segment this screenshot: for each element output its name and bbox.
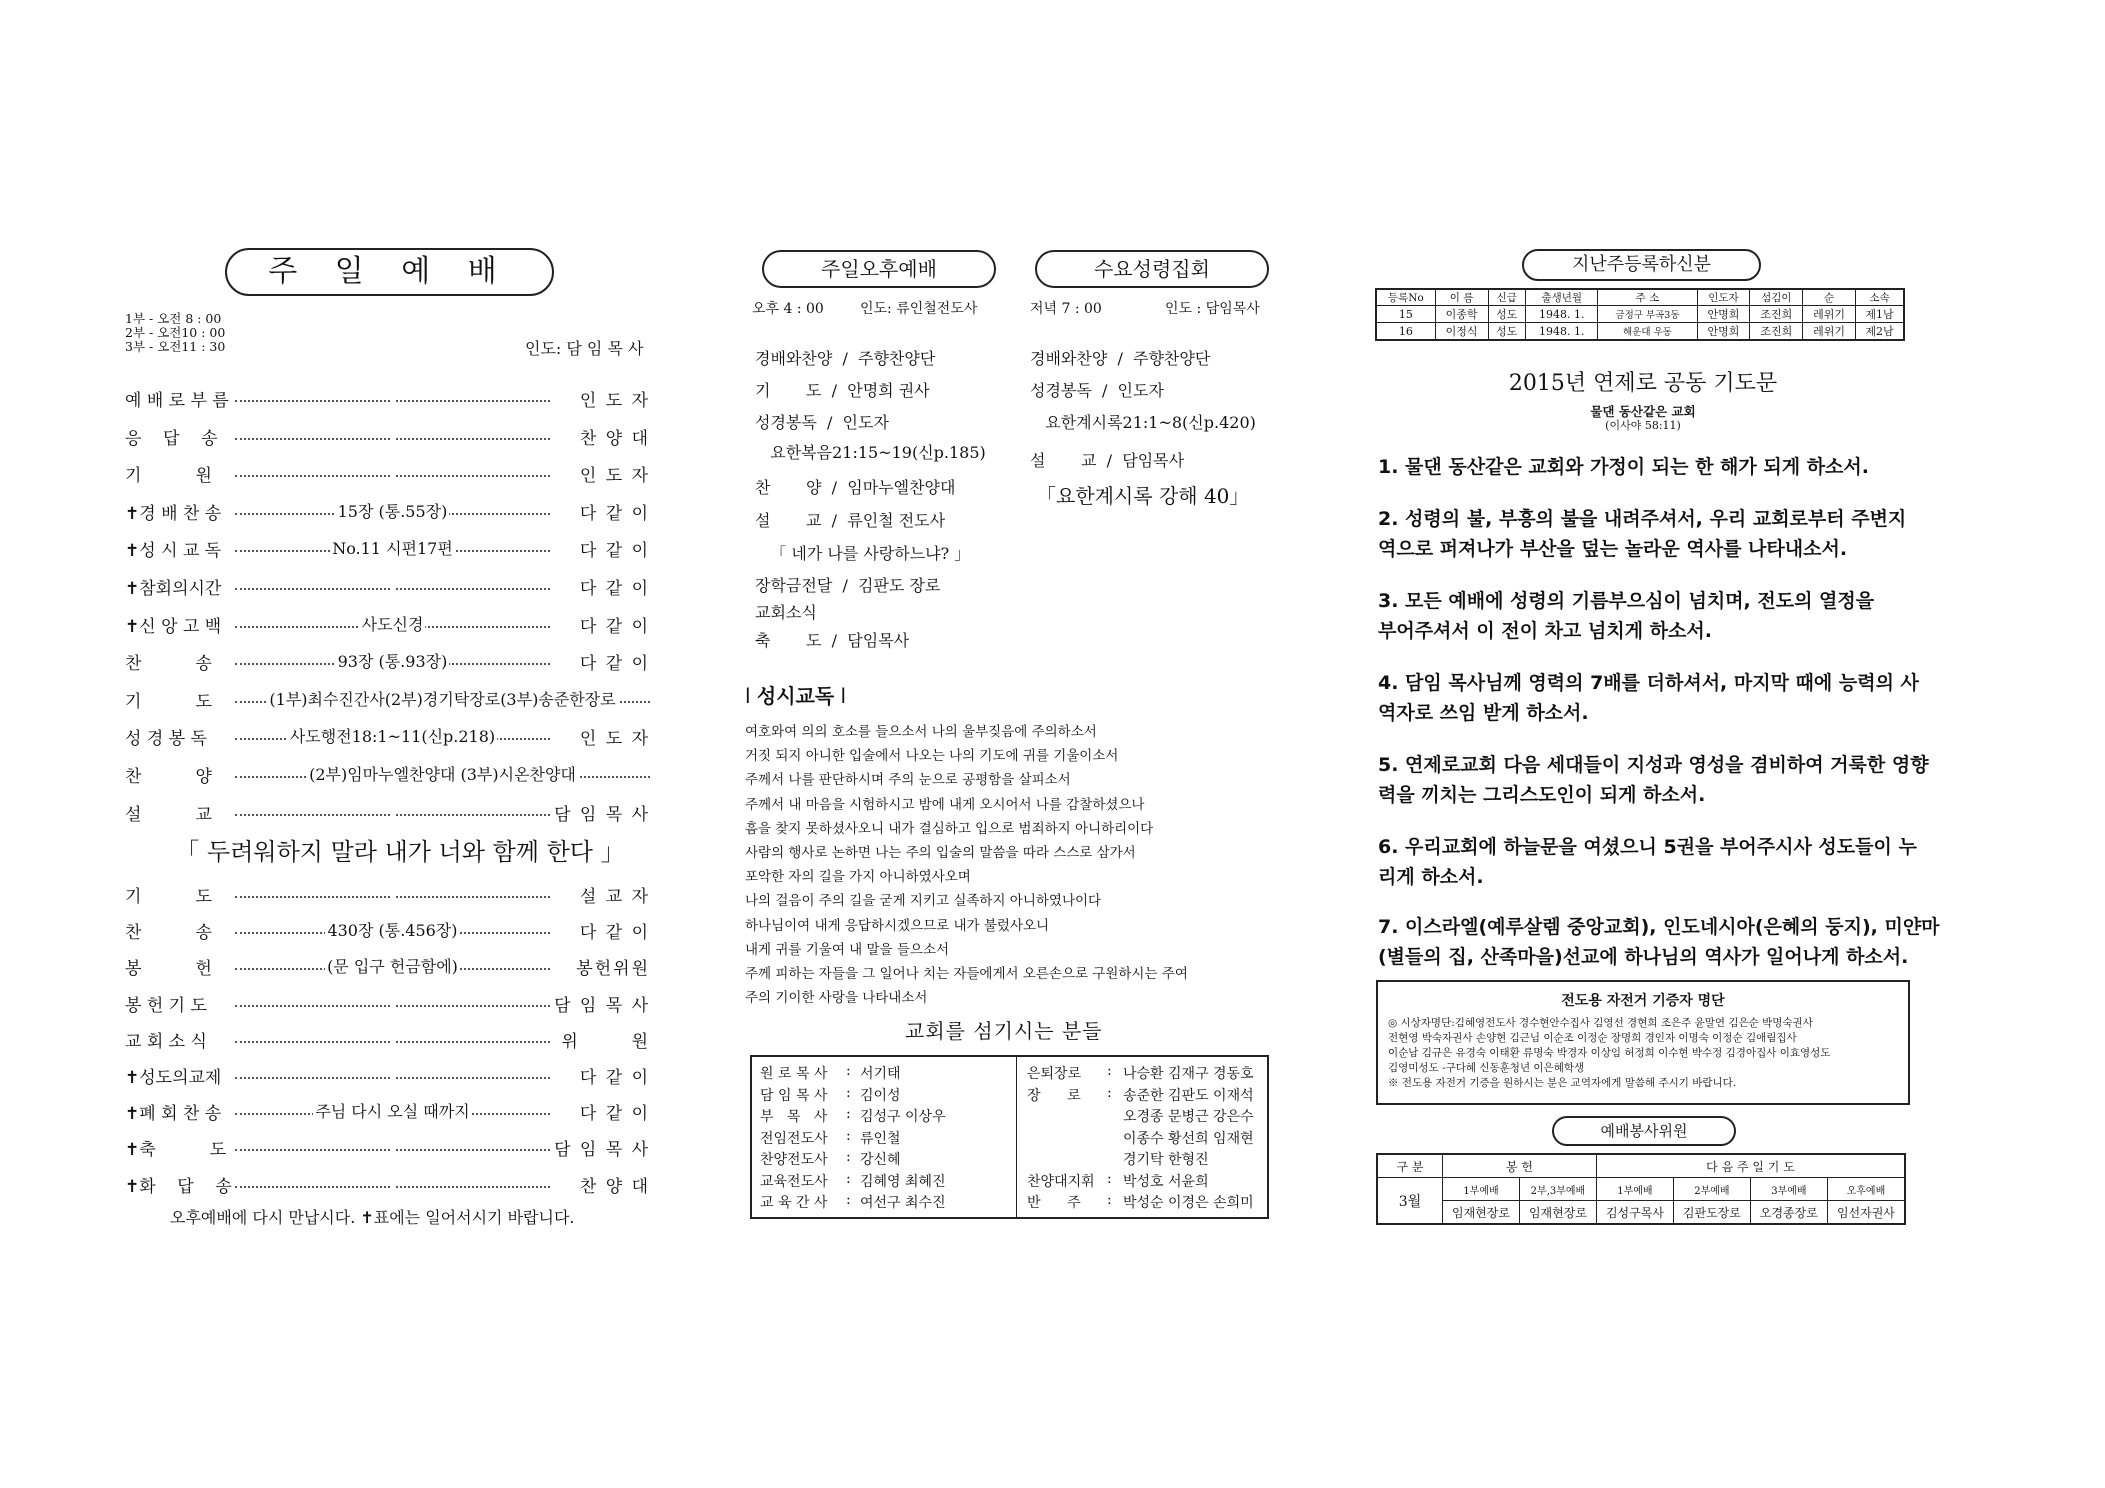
committee-month: 3월 — [1377, 1178, 1443, 1225]
worship-item-detail-line — [235, 991, 550, 1017]
worship-item-role: 인 도 자 — [579, 391, 650, 411]
time-1: 1부 - 오전 8 : 00 — [125, 311, 222, 326]
registration-cell: 16 — [1376, 323, 1435, 341]
worship-item-detail: (2부)임마누엘찬양대 (3부)시온찬양대 — [309, 765, 576, 784]
worship-item-detail-line — [235, 1027, 550, 1053]
worship-item-role: 다 같 이 — [579, 1068, 650, 1088]
worship-item-label: ✝축 도 — [125, 1140, 227, 1161]
psalm-line: 나의 걸음이 주의 길을 굳게 지키고 실족하지 아니하였나이다 — [745, 893, 1102, 910]
servant-colon: : — [846, 1149, 851, 1165]
committee-name: 임재현장로 — [1443, 1201, 1520, 1225]
bicycle-box — [1376, 980, 1910, 1105]
prayer-line: (별들의 집, 산족마을)선교에 하나님의 역사가 일어나게 하소서. — [1378, 946, 1909, 968]
worship-item — [125, 687, 650, 713]
psalm-heading-text: 성시교독 — [756, 684, 835, 708]
registration-cell: 이종학 — [1435, 306, 1488, 323]
servant-names: 김혜영 최혜진 — [860, 1173, 946, 1190]
worship-item-role: 다 같 이 — [579, 541, 650, 562]
worship-item-detail: 430장 (통.456장) — [327, 921, 458, 941]
worship-item — [125, 724, 650, 750]
afternoon-line: 축 도 / 담임목사 — [755, 631, 910, 650]
afternoon-line: 찬 양 / 임마누엘찬양대 — [755, 478, 956, 497]
registration-header: 등록No — [1376, 289, 1435, 306]
worship-item-label: ✝경 배 찬 송 — [125, 503, 222, 524]
servant-names: 경기탁 한형진 — [1123, 1152, 1209, 1168]
registration-header: 신급 — [1488, 289, 1526, 306]
servant-colon: : — [846, 1170, 851, 1187]
psalm-heading: l 성시교독 l — [745, 684, 847, 708]
worship-item-detail — [391, 991, 395, 1010]
servant-colon: : — [1107, 1063, 1112, 1079]
worship-item-label: ✝폐 회 찬 송 — [125, 1104, 222, 1125]
worship-item-detail-line — [235, 1135, 550, 1161]
servant-role: 담 임 목 사 — [760, 1087, 828, 1104]
worship-item-detail-line — [235, 1099, 550, 1125]
worship-item-role: 인 도 자 — [579, 466, 650, 487]
servant-names: 송준한 김판도 이재석 — [1123, 1087, 1254, 1104]
worship-item-role: 다 같 이 — [579, 616, 650, 637]
time-3: 3부 - 오전11 : 30 — [125, 339, 226, 354]
sermon-title: 「 두려워하지 말라 내가 너와 함께 한다 」 — [175, 838, 625, 866]
afternoon-line: 「 네가 나를 사랑하느냐? 」 — [755, 544, 971, 563]
registration-header: 섬김이 — [1750, 289, 1803, 306]
left-footer: 오후예배에 다시 만납시다. ✝표에는 일어서시기 바랍니다. — [170, 1208, 575, 1227]
worship-item-label: 예 배 로 부 름 — [125, 391, 229, 411]
worship-item-role: 담 임 목 사 — [554, 995, 650, 1016]
worship-item-detail-line — [235, 386, 550, 412]
registration-cell: 15 — [1376, 306, 1435, 323]
worship-item — [125, 424, 650, 450]
worship-item-detail-line — [235, 762, 650, 788]
psalm-line: 여호와여 의의 호소를 들으소서 나의 울부짖음에 주의하소서 — [745, 724, 1097, 740]
worship-item-detail-line — [235, 499, 550, 525]
committee-name: 김성구목사 — [1596, 1201, 1673, 1225]
committee-sub: 1부예배 — [1443, 1178, 1520, 1201]
servant-names: 서기태 — [860, 1066, 901, 1082]
committee-col-division: 구 분 — [1377, 1154, 1443, 1178]
servant-colon: : — [846, 1127, 851, 1144]
worship-item-label: ✝화 답 송 — [125, 1176, 232, 1197]
afternoon-line: 경배와찬양 / 주향찬양단 — [755, 349, 936, 368]
wednesday-line: 설 교 / 담임목사 — [1030, 451, 1185, 470]
registration-header: 순 — [1803, 289, 1856, 306]
servant-role: 교육전도사 — [760, 1173, 828, 1190]
worship-item — [125, 1172, 650, 1198]
worship-item-label: 찬 송 — [125, 654, 212, 675]
prayer-title: 2015년 연제로 공동 기도문 — [1508, 371, 1778, 396]
worship-item — [125, 574, 650, 600]
wednesday-leader: 인도 : 담임목사 — [1165, 301, 1260, 317]
worship-item-detail-line — [235, 954, 550, 980]
worship-item-detail-line — [235, 574, 550, 600]
servant-colon: : — [1107, 1170, 1112, 1187]
wednesday-title: 수요성령집회 — [1035, 250, 1269, 288]
table-row — [1376, 323, 1904, 341]
worship-item — [125, 1135, 650, 1161]
psalm-line: 거짓 되지 아니한 입술에서 나오는 나의 기도에 귀를 기울이소서 — [745, 748, 1119, 765]
worship-item-detail — [391, 800, 395, 819]
worship-item-label: 성 경 봉 독 — [125, 729, 207, 750]
prayer-line: 력을 끼치는 그리스도인이 되게 하소서. — [1378, 784, 1706, 806]
bicycle-line: ※ 전도용 자전거 기증을 원하시는 분은 교역자에게 말씀해 주시기 바랍니다. — [1388, 1077, 1737, 1089]
worship-item-detail-line — [235, 800, 550, 826]
registration-cell: 레위기 — [1803, 306, 1856, 323]
worship-item-role: 다 같 이 — [579, 503, 650, 524]
worship-item-label: ✝성 시 교 독 — [125, 541, 222, 562]
servant-colon: : — [1107, 1084, 1112, 1101]
bicycle-line: ◎ 시상자명단:김혜영전도사 경수현안수집사 김영선 경현희 조은주 윤말연 김은순 박명숙권사 — [1388, 1017, 1813, 1029]
servant-colon: : — [1107, 1192, 1112, 1208]
prayer-line: 3. 모든 예배에 성령의 기름부으심이 넘치며, 전도의 열정을 — [1378, 590, 1875, 612]
servant-colon: : — [846, 1106, 851, 1122]
worship-item-detail-line — [235, 612, 550, 638]
worship-item-label: 찬 양 — [125, 767, 212, 787]
worship-item — [125, 762, 650, 788]
time-2: 2부 - 오전10 : 00 — [125, 325, 226, 340]
worship-item-label: 기 도 — [125, 691, 212, 712]
registration-cell: 성도 — [1488, 306, 1526, 323]
servant-names: 여선구 최수진 — [860, 1195, 946, 1211]
worship-item-role: 다 같 이 — [579, 1104, 650, 1125]
worship-title: 주 일 예 배 — [225, 248, 554, 296]
worship-item — [125, 882, 650, 908]
worship-item-role: 찬 양 대 — [579, 1176, 650, 1197]
worship-item-detail-line — [235, 649, 550, 675]
psalm-line: 주께서 나를 판단하시며 주의 눈으로 공평함을 살피소서 — [745, 772, 1071, 789]
committee-name: 김판도장로 — [1673, 1201, 1750, 1225]
worship-item-label: 응 답 송 — [125, 428, 218, 449]
servant-role: 교 육 간 사 — [760, 1195, 828, 1211]
worship-item-detail — [391, 386, 395, 405]
committee-sub: 2부예배 — [1673, 1178, 1750, 1201]
worship-item-detail: 15장 (통.55장) — [337, 501, 448, 521]
worship-item-label: ✝성도의교제 — [125, 1068, 222, 1088]
servant-names: 이종수 황선희 임재현 — [1123, 1130, 1254, 1147]
servant-names: 김이성 — [860, 1087, 901, 1104]
worship-item-role: 위 원 — [561, 1031, 650, 1052]
worship-item — [125, 954, 650, 980]
committee-col-prayer: 다 음 주 일 기 도 — [1596, 1154, 1905, 1178]
bicycle-donors — [1378, 1016, 1908, 1091]
servant-role: 부 목 사 — [760, 1109, 828, 1125]
worship-item — [125, 536, 650, 562]
prayer-line: 리게 하소서. — [1378, 866, 1484, 888]
wednesday-line: 요한계시록21:1~8(신p.420) — [1030, 413, 1256, 432]
committee-sub: 2부,3부예배 — [1519, 1178, 1596, 1201]
servant-role: 반 주 — [1027, 1195, 1081, 1211]
afternoon-title: 주일오후예배 — [762, 250, 996, 288]
worship-item-label: ✝신 앙 고 백 — [125, 616, 222, 637]
prayer-line: 부어주셔서 이 전이 차고 넘치게 하소서. — [1378, 620, 1712, 642]
registration-header: 출생년월 — [1526, 289, 1598, 306]
worship-item-detail: 사도신경 — [361, 614, 424, 634]
afternoon-line: 교회소식 — [755, 603, 817, 622]
registration-cell: 조진희 — [1750, 306, 1803, 323]
worship-item-detail-line — [235, 918, 550, 944]
registration-cell: 안명희 — [1697, 323, 1750, 341]
worship-item-label: 기 원 — [125, 466, 212, 487]
worship-item — [125, 649, 650, 675]
servant-role: 찬양대지휘 — [1027, 1173, 1095, 1190]
afternoon-line: 성경봉독 / 인도자 — [755, 413, 889, 432]
bicycle-line: 이순남 김규은 유경숙 이태환 류명숙 박경자 이상임 허정희 이수현 박수정 김경아집사 이효영성도 — [1388, 1047, 1831, 1059]
worship-item-role: 설 교 자 — [579, 887, 650, 907]
registration-cell: 성도 — [1488, 323, 1526, 341]
afternoon-line: 기 도 / 안명희 권사 — [755, 381, 930, 400]
worship-item-role: 담 임 목 사 — [554, 1140, 650, 1161]
worship-item-label: 봉 헌 — [125, 959, 212, 980]
worship-item-detail: 사도행전18:1~11(신p.218) — [289, 727, 496, 747]
registration-header: 주 소 — [1598, 289, 1697, 306]
worship-item-label: 봉 헌 기 도 — [125, 995, 207, 1016]
worship-item-detail-line — [235, 687, 650, 713]
worship-item-detail-line — [235, 724, 550, 750]
registration-cell: 제2남 — [1856, 323, 1904, 341]
registration-cell: 1948. 1. — [1526, 306, 1598, 323]
worship-item-label: 설 교 — [125, 804, 212, 825]
worship-item — [125, 461, 650, 487]
worship-item-label: 교 회 소 식 — [125, 1031, 207, 1052]
servant-names: 류인철 — [860, 1130, 901, 1147]
servant-colon: : — [846, 1084, 851, 1101]
psalm-line: 주께서 내 마음을 시험하시고 밤에 내게 오시어서 나를 감찰하셨으나 — [745, 796, 1145, 813]
servant-role: 찬양전도사 — [760, 1152, 828, 1168]
worship-item-detail — [391, 882, 395, 901]
committee-name: 임선자권사 — [1827, 1201, 1905, 1225]
servants-title: 교회를 섬기시는 분들 — [905, 1019, 1103, 1043]
servant-role: 장 로 — [1027, 1087, 1081, 1104]
psalm-line: 흠을 찾지 못하셨사오니 내가 결심하고 입으로 범죄하지 아니하리이다 — [745, 820, 1154, 837]
worship-item-role: 담 임 목 사 — [554, 804, 650, 825]
worship-item-detail — [391, 574, 395, 593]
afternoon-line: 설 교 / 류인철 전도사 — [755, 511, 946, 530]
worship-item — [125, 1099, 650, 1125]
registration-cell: 이정식 — [1435, 323, 1488, 341]
worship-item-detail: 93장 (통.93장) — [337, 652, 448, 672]
registration-cell: 해운대 우동 — [1598, 323, 1697, 341]
servant-names: 박성순 이경은 손희미 — [1123, 1195, 1254, 1211]
registration-cell: 안명희 — [1697, 306, 1750, 323]
prayer-verse: (이사야 58:11) — [1605, 419, 1681, 432]
servant-names: 오경종 문병근 강은수 — [1123, 1109, 1254, 1125]
psalm-line: 하나님이여 내게 응답하시겠으므로 내가 불렀사오니 — [745, 917, 1050, 934]
worship-item-role: 다 같 이 — [579, 579, 650, 599]
worship-item — [125, 612, 650, 638]
registration-cell: 1948. 1. — [1526, 323, 1598, 341]
worship-item-detail — [391, 424, 395, 443]
servant-names: 김성구 이상우 — [860, 1109, 946, 1125]
worship-item-role: 찬 양 대 — [579, 428, 650, 449]
worship-item-role: 다 같 이 — [579, 654, 650, 675]
servants-box — [750, 1055, 1269, 1219]
servant-colon: : — [846, 1192, 851, 1208]
committee-name: 오경종장로 — [1750, 1201, 1827, 1225]
committee-sub: 1부예배 — [1596, 1178, 1673, 1201]
worship-item-detail — [391, 1063, 395, 1082]
prayer-line: 2. 성령의 불, 부흥의 불을 내려주셔서, 우리 교회로부터 주변지 — [1378, 508, 1907, 530]
worship-item-detail-line — [235, 461, 550, 487]
psalm-line: 포악한 자의 길을 가지 아니하였사오며 — [745, 869, 971, 886]
committee-name: 임재현장로 — [1519, 1201, 1596, 1225]
registration-cell: 조진희 — [1750, 323, 1803, 341]
registration-header: 인도자 — [1697, 289, 1750, 306]
worship-item-detail: (1부)최수진간사(2부)경기탁장로(3부)송준한장로 — [269, 689, 616, 709]
worship-item — [125, 800, 650, 826]
registration-title: 지난주등록하신분 — [1522, 249, 1761, 281]
worship-item-detail-line — [235, 1063, 550, 1089]
prayer-line: 1. 물댄 동산같은 교회와 가정이 되는 한 해가 되게 하소서. — [1378, 456, 1869, 478]
prayer-line: 7. 이스라엘(예루살렘 중앙교회), 인도네시아(은혜의 둥지), 미얀마 — [1378, 916, 1940, 938]
committee-title: 예배봉사위원 — [1552, 1116, 1736, 1146]
afternoon-time: 오후 4 : 00 — [752, 301, 824, 317]
prayer-subtitle: 물댄 동산같은 교회 — [1590, 404, 1696, 419]
committee-table — [1376, 1153, 1906, 1225]
bicycle-line: 전현영 박숙자권사 손양현 김근님 이순조 이정순 장명희 경인자 이명숙 이정순 김애림집사 — [1388, 1032, 1797, 1044]
afternoon-leader: 인도: 류인철전도사 — [860, 301, 978, 317]
worship-item-detail: 주님 다시 오실 때까지 — [315, 1102, 470, 1122]
psalm-line: 주의 기이한 사랑을 나타내소서 — [745, 990, 928, 1007]
worship-item-detail-line — [235, 882, 550, 908]
worship-item — [125, 991, 650, 1017]
prayer-line: 6. 우리교회에 하늘문을 여셨으니 5권을 부어주시사 성도들이 누 — [1378, 836, 1917, 858]
prayer-line: 역으로 퍼져나가 부산을 덮는 놀라운 역사를 나타내소서. — [1378, 538, 1848, 560]
servant-names: 강신혜 — [860, 1152, 901, 1168]
registration-header: 이 름 — [1435, 289, 1488, 306]
registration-table — [1375, 288, 1905, 341]
prayer-line: 5. 연제로교회 다음 세대들이 지성과 영성을 겸비하여 거룩한 영향 — [1378, 754, 1929, 776]
worship-item-label: 찬 송 — [125, 923, 212, 944]
worship-item-detail-line — [235, 424, 550, 450]
service-leader: 인도: 담 임 목 사 — [525, 339, 644, 358]
prayer-line: 역자로 쓰임 받게 하소서. — [1378, 702, 1589, 724]
psalm-line: 사람의 행사로 논하면 나는 주의 입술의 말씀을 따라 스스로 삼가서 — [745, 845, 1136, 861]
worship-item — [125, 1027, 650, 1053]
registration-cell: 금정구 부곡3동 — [1598, 306, 1697, 323]
servant-role: 원 로 목 사 — [760, 1066, 828, 1082]
committee-sub: 오후예배 — [1827, 1178, 1905, 1201]
psalm-line: 주께 피하는 자들을 그 일어나 치는 자들에게서 오른손으로 구원하시는 주여 — [745, 966, 1188, 982]
wednesday-line: 경배와찬양 / 주향찬양단 — [1030, 349, 1211, 368]
worship-item-detail — [391, 461, 395, 480]
wednesday-sermon: 「요한계시록 강해 40」 — [1036, 484, 1250, 508]
wednesday-time: 저녁 7 : 00 — [1030, 301, 1102, 317]
worship-item-detail-line — [235, 1172, 550, 1198]
service-times — [125, 312, 225, 354]
worship-item-label: ✝참회의시간 — [125, 579, 222, 599]
worship-item-detail: (문 입구 헌금함에) — [327, 957, 458, 977]
wednesday-line: 성경봉독 / 인도자 — [1030, 381, 1164, 400]
registration-cell: 제1남 — [1856, 306, 1904, 323]
servant-names: 나승환 김재구 경동호 — [1123, 1066, 1254, 1082]
afternoon-line: 요한복음21:15~19(신p.185) — [755, 443, 986, 462]
table-row — [1376, 306, 1904, 323]
worship-item — [125, 1063, 650, 1089]
worship-item-role: 인 도 자 — [579, 729, 650, 750]
worship-item-detail: No.11 시편17편 — [332, 539, 453, 559]
bicycle-line: 김영미성도 -구다혜 신동훈청년 이은혜학생 — [1388, 1062, 1585, 1074]
worship-item-detail — [391, 1135, 395, 1154]
servant-role: 전임전도사 — [760, 1130, 828, 1147]
worship-item-role: 봉헌위원 — [576, 959, 650, 980]
committee-col-offering: 봉 헌 — [1443, 1154, 1597, 1178]
registration-header: 소속 — [1856, 289, 1904, 306]
worship-item-role: 다 같 이 — [579, 923, 650, 944]
worship-item-detail-line — [235, 536, 550, 562]
prayer-line: 4. 담임 목사님께 영력의 7배를 더하셔서, 마지막 때에 능력의 사 — [1378, 672, 1919, 694]
worship-item — [125, 386, 650, 412]
servant-role: 은퇴장로 — [1027, 1066, 1082, 1082]
worship-item-detail — [391, 1172, 395, 1191]
registration-cell: 레위기 — [1803, 323, 1856, 341]
servant-colon: : — [846, 1063, 851, 1079]
worship-item — [125, 499, 650, 525]
worship-item-label: 기 도 — [125, 887, 212, 907]
worship-item — [125, 918, 650, 944]
committee-sub: 3부예배 — [1750, 1178, 1827, 1201]
servant-names: 박성호 서윤희 — [1123, 1173, 1209, 1190]
afternoon-line: 장학금전달 / 김판도 장로 — [755, 576, 941, 595]
bicycle-title: 전도용 자전거 기증자 명단 — [1561, 993, 1725, 1009]
worship-item-detail — [391, 1027, 395, 1046]
psalm-line: 내게 귀를 기울여 내 말을 들으소서 — [745, 941, 950, 958]
